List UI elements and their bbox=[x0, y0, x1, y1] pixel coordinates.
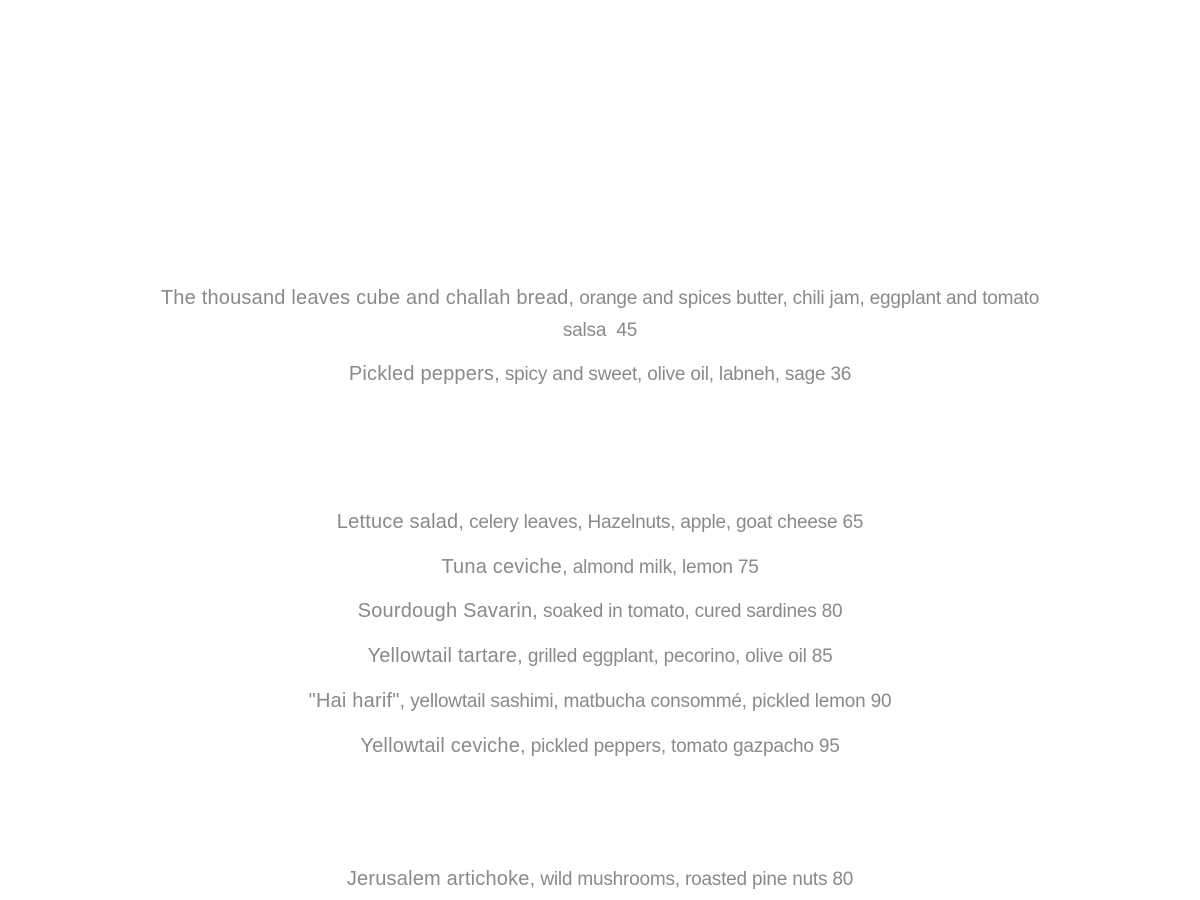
dish-description: spicy and sweet, olive oil, labneh, sage bbox=[504, 364, 826, 385]
menu-item-jerusalem-artichoke: Jerusalem artichoke, wild mushrooms, roasted pine nuts 80 bbox=[346, 868, 854, 890]
dish-name: Yellowtail tartare bbox=[367, 645, 518, 667]
dish-name: "Hai harif" bbox=[308, 690, 400, 712]
dish-name: Tuna ceviche bbox=[441, 556, 562, 578]
dish-description: almond milk, lemon bbox=[572, 557, 733, 578]
menu-item-lettuce-salad: Lettuce salad, celery leaves, Hazelnuts, apple, goat cheese 65 bbox=[336, 511, 864, 533]
dish-description: orange and spices butter, chili jam, eggplant and tomato salsa bbox=[562, 288, 1040, 341]
dish-price: 75 bbox=[737, 557, 759, 578]
dish-description: soaked in tomato, cured sardines bbox=[543, 601, 817, 622]
menu-item-pickled-peppers: Pickled peppers, spicy and sweet, olive oil, labneh, sage 36 bbox=[348, 363, 852, 385]
dish-description: celery leaves, Hazelnuts, apple, goat cheese bbox=[469, 512, 838, 533]
dish-price: 80 bbox=[832, 869, 854, 890]
dish-price: 95 bbox=[818, 736, 840, 757]
dish-price: 90 bbox=[870, 691, 892, 712]
menu-item-yellowtail-ceviche: Yellowtail ceviche, pickled peppers, tomato gazpacho 95 bbox=[360, 735, 840, 757]
dish-name: Yellowtail ceviche bbox=[360, 735, 521, 757]
dish-price: 45 bbox=[616, 320, 638, 341]
menu-item-sourdough-savarin: Sourdough Savarin, soaked in tomato, cured sardines 80 bbox=[357, 600, 843, 622]
dish-name: Sourdough Savarin bbox=[357, 600, 533, 622]
dish-price: 85 bbox=[811, 646, 833, 667]
dish-description: pickled peppers, tomato gazpacho bbox=[530, 736, 814, 757]
dish-price: 65 bbox=[842, 512, 864, 533]
dish-description: wild mushrooms, roasted pine nuts bbox=[540, 869, 828, 890]
dish-name: Lettuce salad bbox=[336, 511, 459, 533]
menu-item-challah: The thousand leaves cube and challah bread, orange and spices butter, chili jam, eggplant and tomato salsa 45 bbox=[160, 287, 1040, 341]
dish-name: Jerusalem artichoke bbox=[346, 868, 530, 890]
dish-description: grilled eggplant, pecorino, olive oil bbox=[527, 646, 807, 667]
dish-price: 36 bbox=[830, 364, 852, 385]
menu-item-tuna-ceviche: Tuna ceviche, almond milk, lemon 75 bbox=[441, 556, 759, 578]
dish-name: The thousand leaves cube and challah bread bbox=[160, 287, 569, 309]
dish-price: 80 bbox=[821, 601, 843, 622]
dish-description: yellowtail sashimi, matbucha consommé, pickled lemon bbox=[410, 691, 866, 712]
menu-item-yellowtail-tartare: Yellowtail tartare, grilled eggplant, pecorino, olive oil 85 bbox=[367, 645, 833, 667]
dish-name: Pickled peppers bbox=[348, 363, 495, 385]
menu-item-hai-harif: "Hai harif", yellowtail sashimi, matbucha consommé, pickled lemon 90 bbox=[308, 690, 892, 712]
